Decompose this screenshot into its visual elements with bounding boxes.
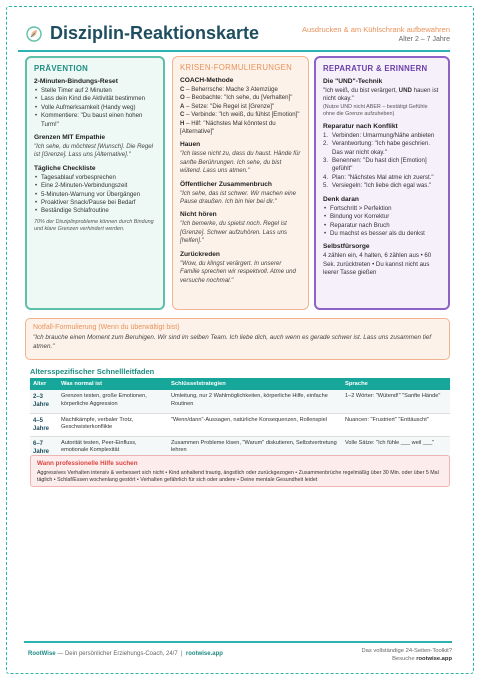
selbst-title: Selbstfürsorge	[323, 243, 370, 251]
brand-name: RootWise	[28, 651, 56, 657]
help-text: Aggressives Verhalten intensiv & verbessert sich nicht • Kind anhaltend traurig, ängstlich oder zurückgezogen • Zusammenbrüche regelmäßig über 30 Min. oder über 5 Mal täglich • Schlaf/Essen wochenlang gestört • Verhalten gefährlich für sich oder andere • Deine mentale Gesundheit leidet	[37, 470, 439, 484]
header-divider	[18, 50, 450, 52]
header	[18, 20, 450, 50]
age-range: Alter 2 – 7 Jahre	[398, 36, 450, 43]
table-cell: Machtkämpfe, verbaler Trotz, Geschwisterkonflikte	[58, 413, 168, 436]
print-note: Ausdrucken & am Kühlschrank aufbewahren	[301, 25, 450, 34]
list-item: • Reparatur nach Bruch	[323, 222, 441, 230]
table-cell: 1–2 Wörter: "Wütend!" "Sanfte Hände"	[342, 390, 450, 413]
coach-step: C – Verbinde: "Ich weiß, du fühlst [Emotion]"	[180, 111, 300, 119]
coach-title: COACH-Methode	[180, 77, 234, 84]
list-item: • Bindung vor Korrektur	[323, 213, 441, 221]
emergency-box	[25, 318, 450, 360]
tagline: — Dein persönlicher Erziehungs-Coach, 24/7 |	[55, 651, 186, 657]
header-note	[302, 25, 450, 43]
coach-step: H – Hilf: "Nächstes Mal könntest du [Alternative]"	[180, 119, 276, 136]
und-note: (Nutze UND nicht ABER – bestätigt Gefühle ohne die Grenze aufzuheben)	[323, 103, 428, 117]
table-cell: 2–3 Jahre	[30, 390, 58, 413]
crisis-card	[172, 56, 309, 310]
reset-list	[34, 87, 156, 129]
list-item: • Lass dein Kind die Aktivität bestimmen	[34, 95, 156, 103]
table-cell: Zusammen Probleme lösen, "Warum" diskutieren, Selbstvertretung lehren	[168, 436, 342, 459]
table-cell: Grenzen testen, große Emotionen, körperliche Aggression	[58, 390, 168, 413]
leaf-icon	[26, 26, 42, 42]
professional-help-box	[30, 455, 450, 487]
site-link[interactable]: rootwise.app	[185, 651, 223, 657]
prevention-note: 70% der Disziplinprobleme können durch Bindung und klare Grenzen verhindert werden.	[34, 218, 154, 232]
hauen-title: Hauen	[180, 141, 201, 149]
checklist	[34, 174, 156, 216]
col-header: Was normal ist	[58, 378, 168, 390]
age-guide-heading: Altersspezifischer Schnellleitfaden	[30, 367, 155, 376]
age-guide-table	[30, 378, 450, 460]
nicht-hoeren-text: "Ich bemerke, du spielst noch. Regel ist [Grenze]. Schwer aufzuhören. Lass uns [helfen]."	[180, 220, 288, 245]
crisis-heading: KRISEN-FORMULIERUNGEN	[180, 63, 292, 72]
table-cell: "Wenn/dann"-Aussagen, natürliche Konsequenzen, Rollenspiel	[168, 413, 342, 436]
table-cell: Nuancen: "Frustriert" "Enttäuscht"	[342, 413, 450, 436]
list-item: • Eine 2-Minuten-Verbindungszeit	[34, 182, 156, 190]
empathy-text: "Ich sehe, du möchtest [Wunsch]. Die Regel ist [Grenze]. Lass uns [Alternative]."	[34, 143, 154, 159]
toolkit-note: Das vollständige 24-Seiten-Toolkit?	[361, 648, 452, 654]
list-item: • Fortschritt > Perfektion	[323, 205, 441, 213]
prevention-card	[25, 56, 165, 310]
checklist-title: Tägliche Checkliste	[34, 164, 96, 172]
col-header: Schlüsselstrategien	[168, 378, 342, 390]
table-row	[30, 413, 450, 436]
col-header: Alter	[30, 378, 58, 390]
table-cell: 6–7 Jahre	[30, 436, 58, 459]
list-item: • Stelle Timer auf 2 Minuten	[34, 87, 156, 95]
table-cell: Umleitung, nur 2 Wahlmöglichkeiten, körperliche Hilfe, einfache Routinen	[168, 390, 342, 413]
visit-note: Besuche rootwise.app	[392, 656, 452, 663]
und-text: "Ich weiß, du bist verärgert, UND hauen ist nicht okay."	[323, 87, 439, 103]
zurueckreden-title: Zurückreden	[180, 250, 220, 258]
footer-left	[28, 651, 223, 657]
col-header: Sprache	[342, 378, 450, 390]
und-title: Die "UND"-Technik	[323, 78, 383, 85]
coach-step: C – Beherrsche: Mache 3 Atemzüge	[180, 86, 278, 93]
empathy-title: Grenzen MIT Empathie	[34, 134, 106, 142]
konflikt-title: Reparatur nach Konflikt	[323, 122, 398, 130]
denk-list	[323, 205, 441, 239]
list-item: 1. Verbinden: Umarmung/Nähe anbieten	[323, 131, 435, 139]
hauen-text: "Ich lasse nicht zu, dass du haust. Hände für sanfte Berührungen. Ich sehe, du bist wütend. Lass uns atmen."	[180, 150, 301, 175]
page-title: Disziplin-Reaktionskarte	[50, 23, 260, 43]
nicht-hoeren-title: Nicht hören	[180, 211, 217, 219]
zusammenbruch-title: Öffentlicher Zusammenbruch	[180, 180, 272, 188]
list-item: • Kommentiere: "Du baust einen hohen Turm!"	[34, 112, 156, 129]
footer-right	[361, 647, 452, 663]
list-item: • Du machst es besser als du denkst	[323, 230, 441, 238]
list-item: 5. Versiegeln: "Ich liebe dich egal was."	[323, 182, 432, 190]
list-item: • Volle Aufmerksamkeit (Handy weg)	[34, 104, 156, 112]
table-cell: Autorität testen, Peer-Einfluss, emotionale Komplexität	[58, 436, 168, 459]
zurueckreden-text: "Wow, du klingst verärgert. In unserer Familie sprechen wir respektvoll. Atme und versuche nochmal."	[180, 259, 296, 284]
table-header-row	[30, 378, 450, 390]
site-link[interactable]: rootwise.app	[416, 656, 452, 663]
denk-title: Denk daran	[323, 195, 359, 203]
list-item: • Beständige Schlafroutine	[34, 207, 156, 215]
emergency-text: "Ich brauche einen Moment zum Beruhigen. Wir sind im selben Team. Ich liebe dich, auch wenn es gerade schwer ist. Lass uns zusammen tief atmen."	[33, 334, 432, 350]
list-item: • Tagesablauf vorbesprechen	[34, 174, 156, 182]
reset-title: 2-Minuten-Bindungs-Reset	[34, 78, 118, 85]
table-row	[30, 390, 450, 413]
table-cell: Volle Sätze: "Ich fühle ___ weil ___"	[342, 436, 450, 459]
repair-card	[314, 56, 450, 310]
table-cell: 4–5 Jahre	[30, 413, 58, 436]
repair-heading: REPARATUR & ERINNERN	[323, 64, 428, 73]
list-item: 4. Plan: "Nächstes Mal atme ich zuerst."	[323, 173, 434, 181]
selbst-text: 4 zählen ein, 4 halten, 6 zählen aus • 60 Sek. zurücktreten • Du kannst nicht aus leerer Tasse gießen	[323, 252, 432, 277]
list-item: • Proaktiver Snack/Pause bei Bedarf	[34, 199, 156, 207]
zusammenbruch-text: "Ich sehe, das ist schwer. Wir machen eine Pause draußen. Ich bin hier bei dir."	[180, 189, 297, 206]
konflikt-list	[323, 132, 441, 191]
coach-step: A – Setze: "Die Regel ist [Grenze]"	[180, 102, 275, 110]
list-item: 2. Verantwortung: "Ich habe geschrien. Das war nicht okay."	[323, 140, 431, 156]
prevention-heading: PRÄVENTION	[34, 64, 89, 73]
footer-divider	[24, 641, 452, 643]
emergency-heading: Notfall-Formulierung (Wenn du überwältigt bist)	[33, 324, 180, 331]
coach-step: O – Beobachte: "Ich sehe, du [Verhalten]"	[180, 94, 293, 102]
list-item: 3. Benennen: "Du hast dich [Emotion] gefühlt"	[323, 157, 427, 173]
help-heading: Wann professionelle Hilfe suchen	[37, 460, 138, 467]
list-item: • 5-Minuten-Warnung vor Übergängen	[34, 191, 156, 199]
